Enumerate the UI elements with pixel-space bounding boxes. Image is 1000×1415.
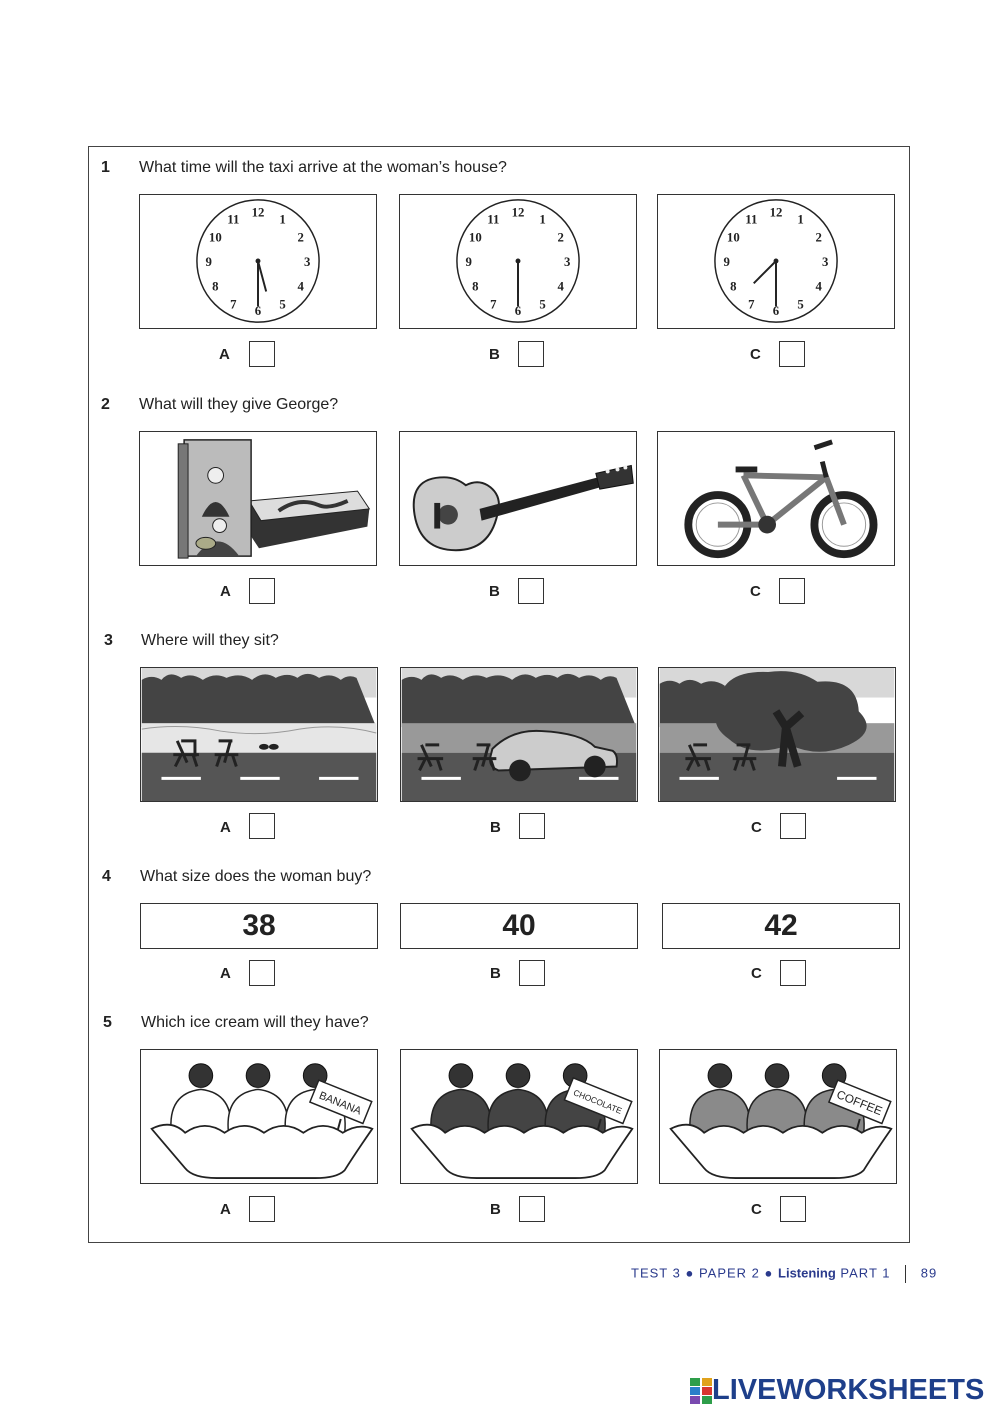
question-4-number: 4 — [102, 868, 111, 885]
liveworksheets-logo — [690, 1374, 984, 1407]
scoop-topping — [246, 1064, 270, 1088]
q2-option-b-label: B — [489, 583, 500, 600]
footer-bullet: ● — [764, 1265, 774, 1281]
scoop-topping — [708, 1064, 732, 1088]
q3-option-c-label: C — [751, 819, 762, 836]
q2-option-c-checkbox[interactable] — [779, 578, 805, 604]
ice-cream-label: COFFEE — [834, 1087, 885, 1119]
q4-option-b-size: 40 — [400, 903, 638, 949]
clock-center — [256, 259, 261, 264]
clock-icon — [658, 195, 894, 328]
clock-number: 9 — [723, 254, 730, 269]
clock-number: 9 — [205, 254, 212, 269]
clock-number: 7 — [748, 297, 755, 312]
question-1-text: What time will the taxi arrive at the woman’s house? — [139, 159, 507, 176]
q3-option-b-label: B — [490, 819, 501, 836]
clock-number: 10 — [468, 230, 482, 245]
clock-number: 2 — [297, 230, 304, 245]
q2-option-c-label: C — [750, 583, 761, 600]
question-3-text: Where will they sit? — [141, 632, 279, 649]
q3-option-b-picture — [400, 667, 638, 802]
question-5-number: 5 — [103, 1014, 112, 1031]
q4-option-c-label: C — [751, 965, 762, 982]
scoop-topping — [449, 1064, 473, 1088]
q2-option-b-checkbox[interactable] — [518, 578, 544, 604]
q4-option-c-checkbox[interactable] — [780, 960, 806, 986]
ice-cream-icon — [660, 1050, 896, 1183]
footer-bullet: ● — [685, 1265, 695, 1281]
q1-option-b-label: B — [489, 346, 500, 363]
clock-icon — [140, 195, 376, 328]
clock-icon — [400, 195, 636, 328]
page-number: 89 — [920, 1265, 938, 1281]
bicycle-icon — [658, 432, 894, 565]
q5-option-c-checkbox[interactable] — [780, 1196, 806, 1222]
clock-number: 3 — [304, 254, 311, 269]
clock-number: 5 — [279, 297, 286, 312]
clock-center — [516, 259, 521, 264]
scoop-topping — [189, 1064, 213, 1088]
clock-number: 11 — [227, 212, 240, 227]
clock-number: 2 — [557, 230, 564, 245]
clock-number: 10 — [726, 230, 740, 245]
ice-cream-label: BANANA — [317, 1089, 363, 1118]
clock-number: 4 — [815, 279, 822, 294]
q3-option-b-checkbox[interactable] — [519, 813, 545, 839]
q4-option-a-label: A — [220, 965, 231, 982]
clock-number: 1 — [539, 212, 546, 227]
clock-number: 6 — [254, 304, 262, 319]
clock-number: 12 — [251, 205, 265, 220]
q2-option-b-picture — [399, 431, 637, 566]
q1-option-a-label: A — [219, 346, 230, 363]
q3-option-a-checkbox[interactable] — [249, 813, 275, 839]
q4-option-c-size: 42 — [662, 903, 900, 949]
q5-option-a-checkbox[interactable] — [249, 1196, 275, 1222]
guitar-icon — [400, 432, 636, 565]
clock-number: 10 — [208, 230, 222, 245]
q5-option-c-label: C — [751, 1201, 762, 1218]
footer-divider — [905, 1265, 906, 1283]
clock-number: 6 — [514, 304, 522, 319]
ice-cream-label: CHOCOLATE — [572, 1087, 624, 1116]
q5-option-c-picture — [659, 1049, 897, 1184]
q3-option-c-picture — [658, 667, 896, 802]
clock-number: 1 — [797, 212, 804, 227]
clock-number: 3 — [564, 254, 571, 269]
clock-number: 11 — [745, 212, 758, 227]
clock-number: 7 — [230, 297, 237, 312]
clock-number: 8 — [730, 279, 737, 294]
q1-option-a-checkbox[interactable] — [249, 341, 275, 367]
q2-option-a-checkbox[interactable] — [249, 578, 275, 604]
footer-test: TEST 3 — [631, 1265, 681, 1281]
q5-option-a-picture — [140, 1049, 378, 1184]
question-2-text: What will they give George? — [139, 396, 339, 413]
clock-number: 7 — [490, 297, 497, 312]
clock-number: 2 — [815, 230, 822, 245]
footer-section: Listening — [778, 1265, 836, 1281]
q4-option-b-checkbox[interactable] — [519, 960, 545, 986]
footer-paper: PAPER 2 — [698, 1265, 760, 1281]
clock-number: 5 — [797, 297, 804, 312]
clock-number: 9 — [465, 254, 472, 269]
riverside-scene — [141, 668, 377, 801]
footer-part: PART 1 — [840, 1265, 891, 1281]
q3-option-a-label: A — [220, 819, 231, 836]
question-1-number: 1 — [101, 159, 110, 176]
clock-number: 1 — [279, 212, 286, 227]
clock-number: 4 — [557, 279, 564, 294]
clock-number: 4 — [297, 279, 304, 294]
q2-option-c-picture — [657, 431, 895, 566]
scoop-topping — [506, 1064, 530, 1088]
q3-option-c-checkbox[interactable] — [780, 813, 806, 839]
question-2-number: 2 — [101, 396, 110, 413]
clock-number: 8 — [212, 279, 219, 294]
clock-number: 5 — [539, 297, 546, 312]
q2-option-a-label: A — [220, 583, 231, 600]
page-footer — [631, 1265, 937, 1283]
q4-option-a-checkbox[interactable] — [249, 960, 275, 986]
ice-cream-icon — [141, 1050, 377, 1183]
q4-option-a-size: 38 — [140, 903, 378, 949]
clock-number: 8 — [472, 279, 479, 294]
q1-option-b-checkbox[interactable] — [518, 341, 544, 367]
scoop-topping — [765, 1064, 789, 1088]
clock-number: 6 — [772, 304, 780, 319]
q1-option-b-picture — [399, 194, 637, 329]
ice-cream-icon — [401, 1050, 637, 1183]
q2-option-a-picture — [139, 431, 377, 566]
q1-option-a-picture — [139, 194, 377, 329]
car-scene — [401, 668, 637, 801]
clock-center — [774, 259, 779, 264]
q5-option-b-checkbox[interactable] — [519, 1196, 545, 1222]
book-icon — [140, 432, 376, 565]
brand-name: LIVEWORKSHEETS — [712, 1374, 985, 1406]
question-4-text: What size does the woman buy? — [140, 868, 372, 885]
question-3-number: 3 — [104, 632, 113, 649]
logo-icon — [690, 1378, 712, 1404]
q5-option-b-label: B — [490, 1201, 501, 1218]
q5-option-b-picture — [400, 1049, 638, 1184]
clock-number: 12 — [511, 205, 525, 220]
q1-option-c-label: C — [750, 346, 761, 363]
clock-number: 11 — [487, 212, 500, 227]
q1-option-c-checkbox[interactable] — [779, 341, 805, 367]
clock-number: 3 — [822, 254, 829, 269]
clock-number: 12 — [769, 205, 783, 220]
q3-option-a-picture — [140, 667, 378, 802]
q1-option-c-picture — [657, 194, 895, 329]
q4-option-b-label: B — [490, 965, 501, 982]
question-5-text: Which ice cream will they have? — [141, 1014, 369, 1031]
tree-scene — [659, 668, 895, 801]
q5-option-a-label: A — [220, 1201, 231, 1218]
